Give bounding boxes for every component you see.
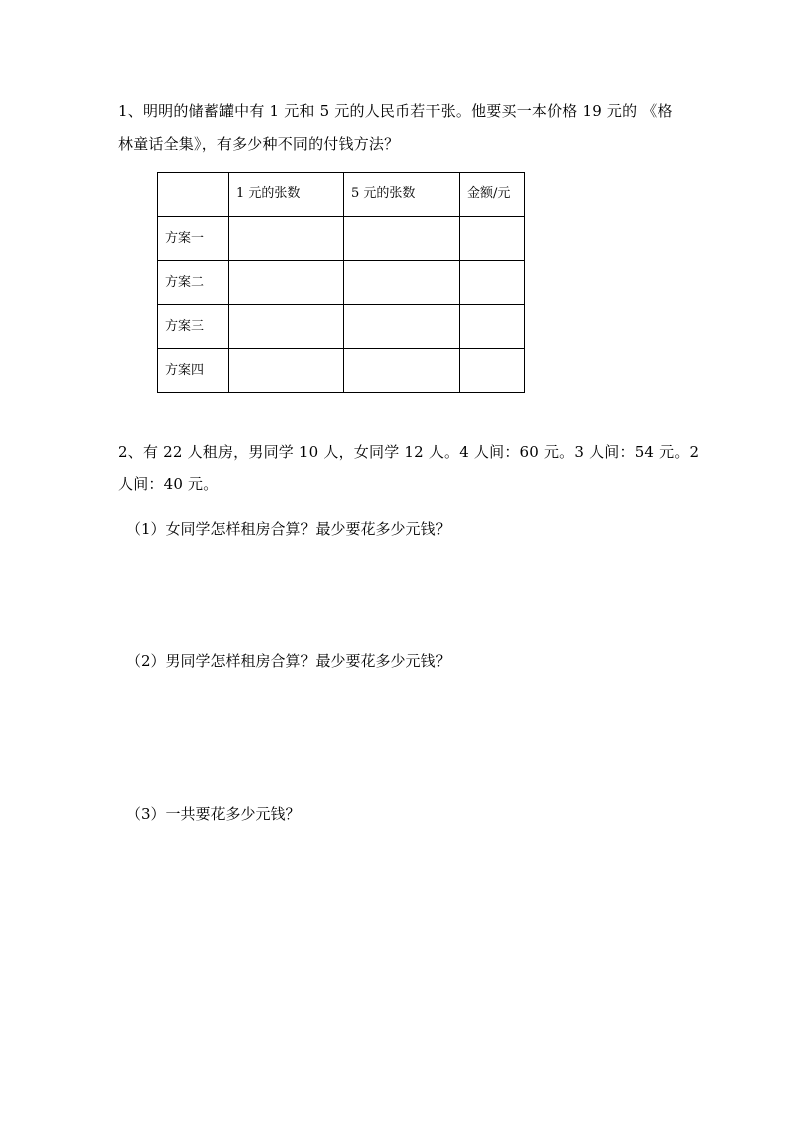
table-answer-cell[interactable] [344,217,460,261]
sub-question-1: （1）女同学怎样租房合算？最少要花多少元钱？ [126,520,451,538]
table-answer-cell[interactable] [460,349,525,393]
table-answer-cell[interactable] [229,261,344,305]
table-header-row [158,173,525,217]
sub-question-3: （3）一共要花多少元钱？ [126,805,301,823]
table-row-label: 方案三 [158,305,229,349]
table-row [158,261,525,305]
question-1-line-2: 林童话全集》，有多少种不同的付钱方法？ [118,135,400,153]
question-1-line-1: 1、明明的储蓄罐中有 1 元和 5 元的人民币若干张。他要买一本价格 19 元的 《格 [118,102,673,120]
payment-plan-table [157,172,525,393]
table-row [158,349,525,393]
table-row-label: 方案四 [158,349,229,393]
question-2-line-1: 2、有 22 人租房，男同学 10 人，女同学 12 人。4 人间：60 元。3 人间：54 元。2 [118,443,700,461]
table-answer-cell[interactable] [460,261,525,305]
table-answer-cell[interactable] [344,349,460,393]
table-answer-cell[interactable] [344,261,460,305]
table-header-cell: 5 元的张数 [344,173,460,217]
table-answer-cell[interactable] [460,217,525,261]
table-row [158,217,525,261]
table-answer-cell[interactable] [344,305,460,349]
table-answer-cell[interactable] [229,217,344,261]
table-header-cell: 1 元的张数 [229,173,344,217]
question-2-line-2: 人间：40 元。 [118,475,219,493]
table-row-label: 方案二 [158,261,229,305]
table-header-cell [158,173,229,217]
table-header-cell: 金额/元 [460,173,525,217]
table-answer-cell[interactable] [229,305,344,349]
sub-question-2: （2）男同学怎样租房合算？最少要花多少元钱？ [126,652,451,670]
table-answer-cell[interactable] [460,305,525,349]
table-row [158,305,525,349]
table-answer-cell[interactable] [229,349,344,393]
table-row-label: 方案一 [158,217,229,261]
